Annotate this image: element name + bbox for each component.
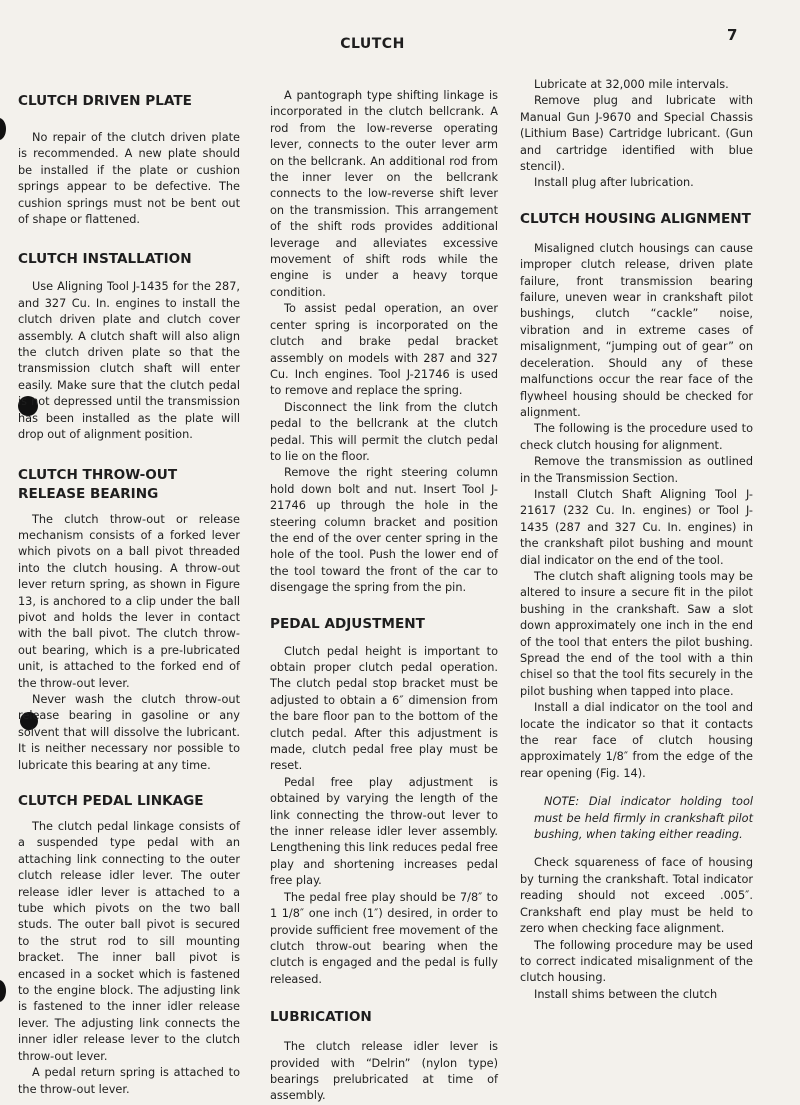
paragraph: Misaligned clutch housings can cause improper clutch release, driven plate failure, front transmission bearing failure, uneven wear in crankshaft pilot bushings, clutch “cackle” noise, vibration and in extreme cases of misalignment, “jumping out of gear” on deceleration. Should any of these malfunctions occur the rear face of the flywheel housing should be checked for alignment. — [520, 241, 753, 419]
paragraph: The clutch release idler lever is provided with “Delrin” (nylon type) bearings prelubricated at time of assembly. — [270, 1040, 498, 1103]
paragraph: A pantograph type shifting linkage is incorporated in the clutch bellcrank. A rod from the low-reverse operating lever, connects to the outer lever arm on the bellcrank. An additional rod from the inner lever on the bellcrank connects to the low-reverse shift lever on the transmission. This arrangement of the shift rods provides additional leverage and alleviates excessive movement of shift rods while the engine is under a heavy torque condition. — [270, 89, 498, 299]
paragraph: Lubricate at 32,000 mile intervals. — [534, 78, 729, 91]
paragraph: The following is the procedure used to check clutch housing for alignment. — [520, 422, 753, 452]
column-middle — [270, 88, 498, 1105]
paragraph: Pedal free play adjustment is obtained by varying the length of the link connecting the throw-out lever to the inner release idler lever assembly. Lengthening this link reduces pedal free play and shortening increases pedal free play. — [270, 775, 498, 888]
paragraph: The clutch throw-out or release mechanism consists of a forked lever which pivots on a ball pivot threaded into the clutch housing. A throw-out lever return spring, as shown in Figure 13, is anchored to a clip under the ball pivot and holds the lever in contact with the ball pivot. The clutch throw-out bearing, which is a pre-lubricated unit, is attached to the forked end of the throw-out lever. — [18, 512, 240, 690]
paragraph: Never wash the clutch throw-out release bearing in gasoline or any solvent that will dissolve the lubricant. It is neither necessary nor possible to lubricate this bearing at any time. — [18, 692, 240, 772]
paragraph: Check squareness of face of housing by turning the crankshaft. Total indicator reading should not exceed .005″. Crankshaft end play must be held to zero when checking face alignment. — [520, 856, 753, 936]
note-paragraph: NOTE: Dial indicator holding tool must be held firmly in crankshaft pilot bushing, when taking either reading. — [534, 795, 753, 842]
paragraph: Install plug after lubrication. — [534, 176, 694, 190]
paragraph: A pedal return spring is attached to the throw-out lever. — [18, 1066, 240, 1096]
paragraph: The clutch shaft aligning tools may be altered to insure a secure fit in the pilot bushing in the crankshaft. Saw a slot down approximately one inch in the end of the tool that enters the pilot bushing. Spread the end of the tool with a thin chisel so that the tool fits securely in the pilot bushing when tapped into place. — [520, 569, 753, 698]
section-heading: CLUTCH HOUSING ALIGNMENT — [520, 210, 751, 227]
section-heading: CLUTCH THROW-OUT RELEASE BEARING — [18, 466, 178, 502]
paragraph: The pedal free play should be 7/8″ to 1 1/8″ one inch (1″) desired, in order to provide sufficient free movement of the clutch throw-out bearing when the clutch is engaged and the pedal is fully released. — [270, 890, 498, 986]
paragraph: Use Aligning Tool J-1435 for the 287, and 327 Cu. In. engines to install the clutch driven plate and clutch cover assembly. A clutch shaft will also align the clutch driven plate so that the transmission clutch shaft will enter easily. Make sure that the clutch pedal is not depressed until the transmission has been installed as the plate will drop out of alignment position. — [18, 280, 240, 442]
paragraph: No repair of the clutch driven plate is recommended. A new plate should be installed if the plate or cushion springs appear to be defective. The cushion springs must not be bent out of shape or flattened. — [18, 131, 240, 227]
column-right — [520, 77, 753, 1003]
section-heading: LUBRICATION — [270, 1009, 372, 1026]
paragraph: Remove plug and lubricate with Manual Gun J-9670 and Special Chassis (Lithium Base) Cartridge lubricant. (Gun and cartridge identified with blue stencil). — [520, 94, 753, 174]
paragraph: Install shims between the clutch — [534, 987, 718, 1001]
paragraph: Disconnect the link from the clutch pedal to the bellcrank at the clutch pedal. This will permit the clutch pedal to lie on the floor. — [270, 400, 498, 463]
paragraph: The following procedure may be used to correct indicated misalignment of the clutch housing. — [520, 938, 753, 985]
section-heading: PEDAL ADJUSTMENT — [270, 615, 425, 632]
paragraph: Remove the right steering column hold down bolt and nut. Insert Tool J-21746 up through the hole in the steering column bracket and position the end of the over center spring in the hole of the tool. Push the lower end of the tool toward the front of the car to disengage the spring from the pin. — [270, 466, 498, 595]
paragraph: Remove the transmission as outlined in the Transmission Section. — [520, 455, 753, 485]
paragraph: Clutch pedal height is important to obtain proper clutch pedal operation. The clutch pedal stop bracket must be adjusted to obtain a 6″ dimension from the bare floor pan to the bottom of the clutch pedal. After this adjustment is made, clutch pedal free play must be reset. — [270, 644, 498, 773]
paragraph: To assist pedal operation, an over center spring is incorporated on the clutch and brake pedal bracket assembly on models with 287 and 327 Cu. Inch engines. Tool J-21746 is used to remove and replace the spring. — [270, 302, 498, 398]
page-title: CLUTCH — [340, 36, 405, 52]
column-left — [18, 92, 240, 1098]
section-heading: CLUTCH PEDAL LINKAGE — [18, 793, 204, 809]
binder-hole — [0, 980, 6, 1002]
paragraph: Install a dial indicator on the tool and locate the indicator so that it contacts the rear face of clutch housing approximately 1/8″ from the edge of the rear opening (Fig. 14). — [520, 701, 753, 780]
section-heading: CLUTCH INSTALLATION — [18, 251, 192, 268]
paragraph: Install Clutch Shaft Aligning Tool J-21617 (232 Cu. In. engines) or Tool J-1435 (287 and 327 Cu. In. engines) in the crankshaft pilot bushing and mount dial indicator on the end of the tool. — [520, 487, 753, 567]
page-number: 7 — [727, 26, 738, 44]
section-heading: CLUTCH DRIVEN PLATE — [18, 93, 192, 109]
paragraph: The clutch pedal linkage consists of a suspended type pedal with an attaching link connecting to the outer clutch release idler lever. The outer release idler lever is attached to a tube which pivots on the two ball studs. The outer ball pivot is secured to the strut rod to sill mounting bracket. The inner ball pivot is encased in a socket which is fastened to the engine block. The adjusting link is fastened to the inner idler release lever. The adjusting link connects the inner idler release lever to the clutch throw-out lever. — [18, 820, 240, 1063]
binder-hole — [0, 118, 6, 140]
